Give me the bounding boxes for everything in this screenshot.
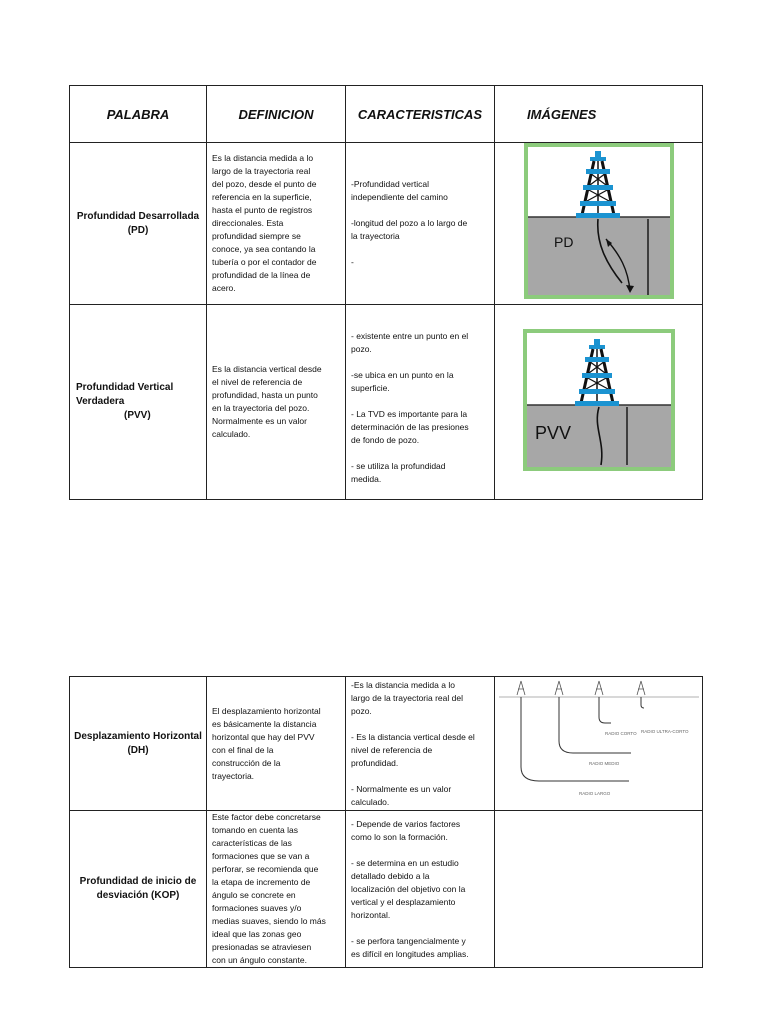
- image-cell: [495, 143, 703, 305]
- word-line: Verdadera: [76, 396, 125, 407]
- characteristic-item: [351, 330, 489, 356]
- definition-line: tomando en cuenta las: [212, 825, 299, 835]
- definition-line: Es la distancia medida a lo: [212, 153, 314, 163]
- definition-line: direccionales. Esta: [212, 218, 284, 228]
- definition-line: profundidad siempre se: [212, 231, 301, 241]
- terms-table-1: [69, 85, 703, 500]
- characteristic-item: [351, 731, 489, 770]
- definition-cell: [207, 143, 346, 305]
- characteristic-line: pozo.: [351, 344, 372, 354]
- characteristic-item: [351, 256, 489, 269]
- characteristic-item: [351, 178, 489, 204]
- radio-corto-label: RADIO CORTO: [604, 731, 637, 736]
- definition-line: en la trayectoria del pozo.: [212, 403, 310, 413]
- header-caracteristicas: CARACTERISTICAS: [346, 86, 495, 143]
- definition-line: características de las: [212, 838, 292, 848]
- characteristic-line: -longitud del pozo a lo largo de: [351, 218, 468, 228]
- word-cell: [70, 677, 207, 811]
- terms-table-2: [69, 676, 703, 968]
- word-line: (DH): [127, 744, 149, 756]
- definition-line: Este factor debe concretarse: [212, 812, 321, 822]
- characteristic-item: [351, 857, 489, 922]
- characteristic-line: medida.: [351, 474, 382, 484]
- characteristic-line: -: [351, 257, 354, 267]
- definition-cell: [207, 677, 346, 811]
- definition-line: El desplazamiento horizontal: [212, 705, 321, 716]
- characteristic-line: es difícil en longitudes amplias.: [351, 948, 469, 959]
- pvv-label: PVV: [534, 422, 571, 443]
- characteristic-line: independiente del camino: [351, 192, 448, 202]
- definition-line: profundidad, hasta un punto: [212, 390, 318, 400]
- characteristic-item: [351, 408, 489, 447]
- characteristic-line: de fondo de pozo.: [351, 435, 420, 445]
- characteristic-line: - se perfora tangencialmente y: [351, 935, 466, 946]
- characteristic-line: nivel de referencia de: [351, 744, 433, 755]
- definition-line: medias suaves, siendo lo más: [212, 916, 326, 926]
- definition-line: formaciones suaves y/o: [212, 903, 302, 913]
- radio-medio-label: RADIO MEDIO: [588, 761, 619, 766]
- definition-line: es básicamente la distancia: [212, 718, 317, 729]
- characteristic-line: como lo son la formación.: [351, 831, 448, 842]
- table-row: [70, 677, 703, 811]
- definition-line: construcción de la: [212, 757, 281, 768]
- definition-line: formaciones que se van a: [212, 851, 310, 861]
- word-cell: [70, 811, 207, 968]
- characteristics-cell: [346, 305, 495, 500]
- characteristic-item: [351, 935, 489, 961]
- characteristics-cell: [346, 143, 495, 305]
- characteristic-line: profundidad.: [351, 757, 399, 768]
- definition-line: largo de la trayectoria real: [212, 166, 311, 176]
- definition-line: horizontal que hay del PVV: [212, 731, 315, 742]
- definition-line: con un ángulo constante.: [212, 955, 307, 965]
- definition-cell: [207, 811, 346, 968]
- word-line: (PD): [127, 224, 149, 236]
- characteristic-line: vertical y el desplazamiento: [351, 896, 456, 907]
- definition-line: acero.: [212, 283, 236, 293]
- measured-depth-diagram: [524, 143, 674, 299]
- definition-line: profundidad de la línea de: [212, 270, 311, 280]
- characteristic-item: [351, 818, 489, 844]
- radio-largo-label: RADIO LARGO: [578, 791, 610, 796]
- characteristic-line: horizontal.: [351, 909, 391, 920]
- word-line: desviación (KOP): [96, 890, 180, 901]
- image-cell: [495, 677, 703, 811]
- word-cell: [70, 143, 207, 305]
- characteristic-line: localización del objetivo con la: [351, 883, 466, 894]
- definition-line: ideal que las zonas geo: [212, 929, 302, 939]
- definition-line: perforar, se recomienda que: [212, 864, 319, 874]
- definition-line: Normalmente es un valor: [212, 416, 307, 426]
- characteristic-line: - La TVD es importante para la: [351, 409, 468, 419]
- definition-line: la etapa de incremento de: [212, 877, 311, 887]
- characteristic-item: [351, 460, 489, 486]
- radius-types-diagram: [499, 677, 699, 805]
- characteristic-line: largo de la trayectoria real del: [351, 692, 463, 703]
- definition-line: trayectoria.: [212, 770, 255, 781]
- definition-line: presionadas se atraviesen: [212, 942, 312, 952]
- word-line: (PVV): [124, 410, 151, 421]
- characteristic-line: - existente entre un punto en el: [351, 331, 469, 341]
- characteristic-line: - se determina en un estudio: [351, 857, 459, 868]
- definition-line: calculado.: [212, 429, 251, 439]
- characteristic-line: detallado debido a la: [351, 870, 430, 881]
- characteristic-line: - Normalmente es un valor: [351, 783, 452, 794]
- header-palabra: PALABRA: [70, 86, 207, 143]
- definition-line: referencia en la superficie,: [212, 192, 312, 202]
- table-row: [70, 305, 703, 500]
- image-cell: [495, 305, 703, 500]
- definition-line: con el final de la: [212, 744, 274, 755]
- characteristic-line: superficie.: [351, 383, 390, 393]
- table-header-row: [70, 86, 703, 143]
- definition-cell: [207, 305, 346, 500]
- definition-line: Es la distancia vertical desde: [212, 364, 322, 374]
- characteristic-line: -se ubica en un punto en la: [351, 370, 454, 380]
- characteristic-line: - se utiliza la profundidad: [351, 461, 446, 471]
- characteristic-line: la trayectoria: [351, 231, 400, 241]
- definition-line: conoce, ya sea contando la: [212, 244, 316, 254]
- definition-line: del pozo, desde el punto de: [212, 179, 317, 189]
- definition-line: el nivel de referencia de: [212, 377, 303, 387]
- characteristic-item: [351, 369, 489, 395]
- word-line: Profundidad de inicio de: [79, 876, 197, 887]
- characteristic-line: -Es la distancia medida a lo: [351, 679, 455, 690]
- characteristic-item: [351, 679, 489, 718]
- word-line: Profundidad Vertical: [76, 382, 174, 393]
- characteristic-item: [351, 217, 489, 243]
- definition-line: ángulo se concrete en: [212, 890, 296, 900]
- characteristic-line: - Depende de varios factores: [351, 818, 461, 829]
- characteristics-cell: [346, 677, 495, 811]
- true-vertical-depth-diagram: [523, 329, 675, 471]
- table-row: [70, 811, 703, 968]
- pd-label: PD: [553, 234, 573, 250]
- header-imagenes: IMÁGENES: [495, 86, 703, 143]
- word-cell: [70, 305, 207, 500]
- radio-ultra-corto-label: RADIO ULTRA-CORTO: [640, 729, 689, 734]
- word-line: Desplazamiento Horizontal: [74, 730, 202, 742]
- table-row: [70, 143, 703, 305]
- characteristic-line: pozo.: [351, 705, 372, 716]
- ground-icon: [528, 217, 670, 295]
- characteristic-item: [351, 783, 489, 809]
- characteristic-line: calculado.: [351, 796, 390, 807]
- header-definicion: DEFINICION: [207, 86, 346, 143]
- characteristic-line: - Es la distancia vertical desde el: [351, 731, 475, 742]
- definition-line: hasta el punto de registros: [212, 205, 313, 215]
- characteristics-cell: [346, 811, 495, 968]
- characteristic-line: determinación de las presiones: [351, 422, 469, 432]
- definition-line: tubería o por el contador de: [212, 257, 317, 267]
- image-cell-empty: [495, 811, 703, 968]
- word-line: Profundidad Desarrollada: [76, 210, 200, 222]
- characteristic-line: -Profundidad vertical: [351, 179, 429, 189]
